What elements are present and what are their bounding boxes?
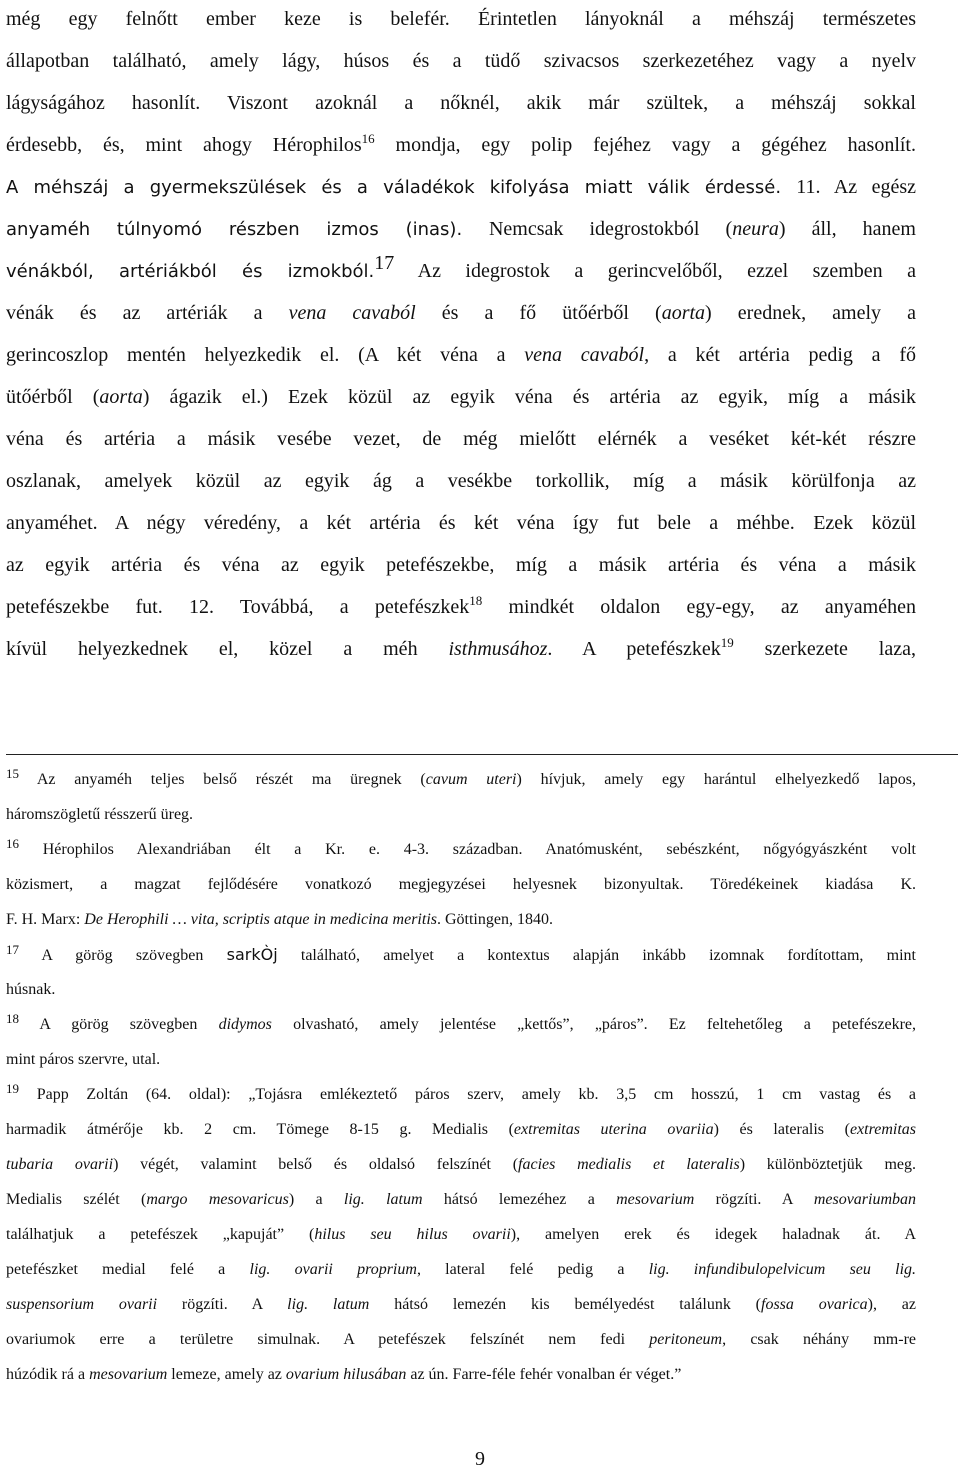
footnote-ref: 16 — [361, 131, 375, 146]
text-line — [6, 210, 916, 252]
text-run: Nemcsak idegrostokból ( — [488, 218, 733, 240]
text-run: A görög szövegben — [19, 947, 227, 964]
text-run: ) áll, hanem — [778, 218, 916, 240]
footnote-line — [6, 1044, 916, 1079]
footnote-line — [6, 1079, 916, 1114]
italic-term: facies medialis et lateralis — [518, 1156, 740, 1173]
text-run: A görög szövegben — [19, 1016, 219, 1033]
page-number: 9 — [475, 1448, 485, 1470]
text-run: rögzíti. A — [157, 1296, 288, 1313]
footnote-line — [6, 834, 916, 869]
text-run: mint páros szervre, utal. — [6, 1051, 161, 1068]
footnote-ref: 17 — [6, 942, 19, 957]
italic-term: peritoneum — [649, 1331, 723, 1348]
italic-term: lig. latum — [343, 1191, 423, 1208]
text-line — [6, 462, 916, 504]
italic-term: vena cavaból — [524, 344, 645, 366]
italic-term: cavum uteri — [425, 771, 517, 788]
italic-term: margo mesovaricus — [146, 1191, 289, 1208]
text-run: ) erednek, amely a — [705, 302, 916, 324]
text-run: harmadik átmérője kb. 2 cm. Tömege 8-15 g. Medialis ( — [6, 1121, 514, 1138]
footnote-line — [6, 1254, 916, 1289]
text-run: ) hívjuk, amely egy harántul elhelyezkedő lapos, — [516, 771, 916, 788]
text-run: gerincoszlop mentén helyezkedik el. (A két véna a — [6, 344, 525, 366]
text-run: 11. Az egész — [796, 176, 917, 198]
text-run: lágyságához hasonlít. Viszont azoknál a nőknél, akik már szültek, a méhszáj sokkal — [6, 92, 916, 114]
text-run: hátsó lemezéhez a — [422, 1191, 617, 1208]
italic-term: extremitas — [849, 1121, 916, 1138]
footnote-line — [6, 1289, 916, 1324]
text-run: ovariumok erre a területre simulnak. A petefészek felszínét nem fedi — [6, 1331, 650, 1348]
text-line — [6, 336, 916, 378]
text-run: oszlanak, amelyek közül az egyik ág a vesékbe torkollik, míg a másik körülfonja az — [6, 470, 916, 492]
text-run: ) végét, valamint belső és oldalsó felszínét ( — [113, 1156, 519, 1173]
italic-term: mesovariumban — [813, 1191, 917, 1208]
text-run: anyaméhet. A négy véredény, a két artéria és két véna így fut bele a méhbe. Ezek közül — [6, 512, 916, 534]
italic-term: tubaria ovarii — [6, 1156, 114, 1173]
text-run: még egy felnőtt ember keze is belefér. Érintetlen lányoknál a méhszáj természetes — [6, 8, 916, 30]
text-run: található, amelyet a kontextus alapján inkább izomnak fordítottam, mint — [277, 947, 916, 964]
text-run: lemeze, amely az — [167, 1366, 286, 1383]
italic-term: aorta — [99, 386, 143, 408]
footnote-line — [6, 1009, 916, 1044]
footnote-line — [6, 939, 916, 974]
text-line — [6, 42, 916, 84]
footnote-line — [6, 869, 916, 904]
italic-term: neura — [732, 218, 779, 240]
italic-term: hilus seu hilus ovarii — [314, 1226, 511, 1243]
text-run: petefészekbe fut. 12. Továbbá, a petefészkek — [6, 596, 470, 618]
footnote-line — [6, 799, 916, 834]
text-line — [6, 252, 916, 294]
text-run: , csak néhány mm-re — [722, 1331, 917, 1348]
text-run: ) különböztetjük meg. — [739, 1156, 917, 1173]
footnote-line — [6, 1114, 916, 1149]
italic-term: De Herophili … vita, scriptis atque in medicina meritis — [84, 911, 437, 928]
italic-term: suspensorium ovarii — [6, 1296, 158, 1313]
footnote-line — [6, 1359, 916, 1394]
text-line — [6, 504, 916, 546]
italic-term: vena cavaból — [288, 302, 416, 324]
text-run: háromszögletű résszerű üreg. — [6, 806, 194, 823]
text-run: sarkÒj — [226, 945, 278, 964]
text-run: Az idegrostok a gerincvelőből, ezzel szemben a — [394, 260, 916, 282]
text-line — [6, 168, 916, 210]
text-run: állapotban található, amely lágy, húsos és a tüdő szivacsos szerkezetéhez vagy a nyelv — [6, 50, 916, 72]
text-run: vénákból, artériákból és izmokból. — [6, 261, 375, 282]
footnote-ref: 17 — [374, 252, 395, 274]
footnote-line — [6, 1149, 916, 1184]
text-run: az egyik artéria és véna az egyik petefészekbe, míg a másik artéria és véna a másik — [6, 554, 916, 576]
text-run: ), amelyen erek és idegek haladnak át. A — [510, 1226, 917, 1243]
footnote-line — [6, 1324, 916, 1359]
italic-term: lig. infundibulopelvicum seu lig. — [648, 1261, 917, 1278]
text-run: húsnak. — [6, 981, 56, 998]
text-run: és a fő ütőérből ( — [415, 302, 662, 324]
text-line — [6, 546, 916, 588]
footnote-separator — [6, 754, 958, 755]
italic-term: lig. latum — [287, 1296, 370, 1313]
footnote-line — [6, 1219, 916, 1254]
text-run: ) és lateralis ( — [713, 1121, 850, 1138]
text-line — [6, 294, 916, 336]
text-run: ) a — [288, 1191, 344, 1208]
body-text — [6, 0, 916, 672]
footnote-ref: 18 — [6, 1011, 19, 1026]
text-run: hátsó lemezén kis bemélyedést találunk ( — [369, 1296, 761, 1313]
text-line — [6, 630, 916, 672]
footnote-line — [6, 904, 916, 939]
text-run: mondja, egy polip fejéhez vagy a gégéhez hasonlít. — [374, 134, 916, 156]
text-run: , lateral felé pedig a — [416, 1261, 649, 1278]
text-run: vénák és az artériák a — [6, 302, 289, 324]
text-line — [6, 588, 916, 630]
footnote-line — [6, 1184, 916, 1219]
text-run: ütőérből ( — [6, 386, 100, 408]
italic-term: ovarium hilusában — [285, 1366, 407, 1383]
text-run: találhatjuk a petefészek „kapuját” ( — [6, 1226, 315, 1243]
text-run: rögzíti. A — [694, 1191, 814, 1208]
italic-term: didymos — [218, 1016, 272, 1033]
footnotes — [6, 764, 916, 1394]
text-line — [6, 84, 916, 126]
text-run: ) ágazik el.) Ezek közül az egyik véna és artéria az egyik, míg a másik — [142, 386, 916, 408]
text-run: Az anyaméh teljes belső részét ma üregnek ( — [19, 771, 426, 788]
text-run: Papp Zoltán (64. oldal): „Tojásra emlékeztető páros szerv, amely kb. 3,5 cm hosszú, 1 cm vastag és a — [19, 1086, 916, 1103]
italic-term: extremitas uterina ovariia — [513, 1121, 714, 1138]
italic-term: fossa ovarica — [761, 1296, 868, 1313]
footnote-line — [6, 764, 916, 799]
footnote-ref: 15 — [6, 766, 19, 781]
text-line — [6, 378, 916, 420]
text-run: anyaméh túlnyomó részben izmos (inas). — [6, 219, 489, 240]
text-run: Hérophilos Alexandriában élt a Kr. e. 4-3. században. Anatómusként, sebészként, nőgyógyászként volt — [19, 841, 916, 858]
text-run: érdesebb, és, mint ahogy Hérophilos — [6, 134, 362, 156]
text-run: . Göttingen, 1840. — [436, 911, 553, 928]
text-run: húzódik rá a — [6, 1366, 90, 1383]
footnote-line — [6, 974, 916, 1009]
text-run: közismert, a magzat fejlődésére vonatkozó megjegyzései helyesnek bizonyultak. Töredékeinek kiadása K. — [6, 876, 916, 893]
text-run: A méhszáj a gyermekszülések és a váladékok kifolyása miatt válik érdessé. — [6, 177, 797, 198]
italic-term: mesovarium — [89, 1366, 168, 1383]
text-run: kívül helyezkednek el, közel a méh — [6, 638, 449, 660]
text-run: szerkezete laza, — [733, 638, 916, 660]
text-line — [6, 126, 916, 168]
footnote-ref: 19 — [6, 1081, 19, 1096]
text-line — [6, 420, 916, 462]
text-run: olvasható, amely jelentése „kettős”, „páros”. Ez feltehetőleg a petefészekre, — [271, 1016, 917, 1033]
footnote-ref: 18 — [469, 593, 483, 608]
text-run: ), az — [867, 1296, 916, 1313]
italic-term: isthmusához — [448, 638, 548, 660]
text-run: az ún. Farre-féle fehér vonalban ér véget.” — [406, 1366, 682, 1383]
text-run: , a két artéria pedig a fő — [644, 344, 916, 366]
text-run: mindkét oldalon egy-egy, az anyaméhen — [482, 596, 916, 618]
text-run: . A petefészkek — [547, 638, 721, 660]
text-line — [6, 0, 916, 42]
text-run: F. H. Marx: — [6, 911, 85, 928]
italic-term: aorta — [661, 302, 706, 324]
italic-term: mesovarium — [616, 1191, 695, 1208]
text-run: véna és artéria a másik vesébe vezet, de még mielőtt elérnék a veséket két-két részre — [6, 428, 916, 450]
footnote-ref: 16 — [6, 836, 19, 851]
italic-term: lig. ovarii proprium — [249, 1261, 417, 1278]
text-run: Medialis szélét ( — [6, 1191, 147, 1208]
footnote-ref: 19 — [720, 635, 734, 650]
text-run: petefészket medial felé a — [6, 1261, 250, 1278]
